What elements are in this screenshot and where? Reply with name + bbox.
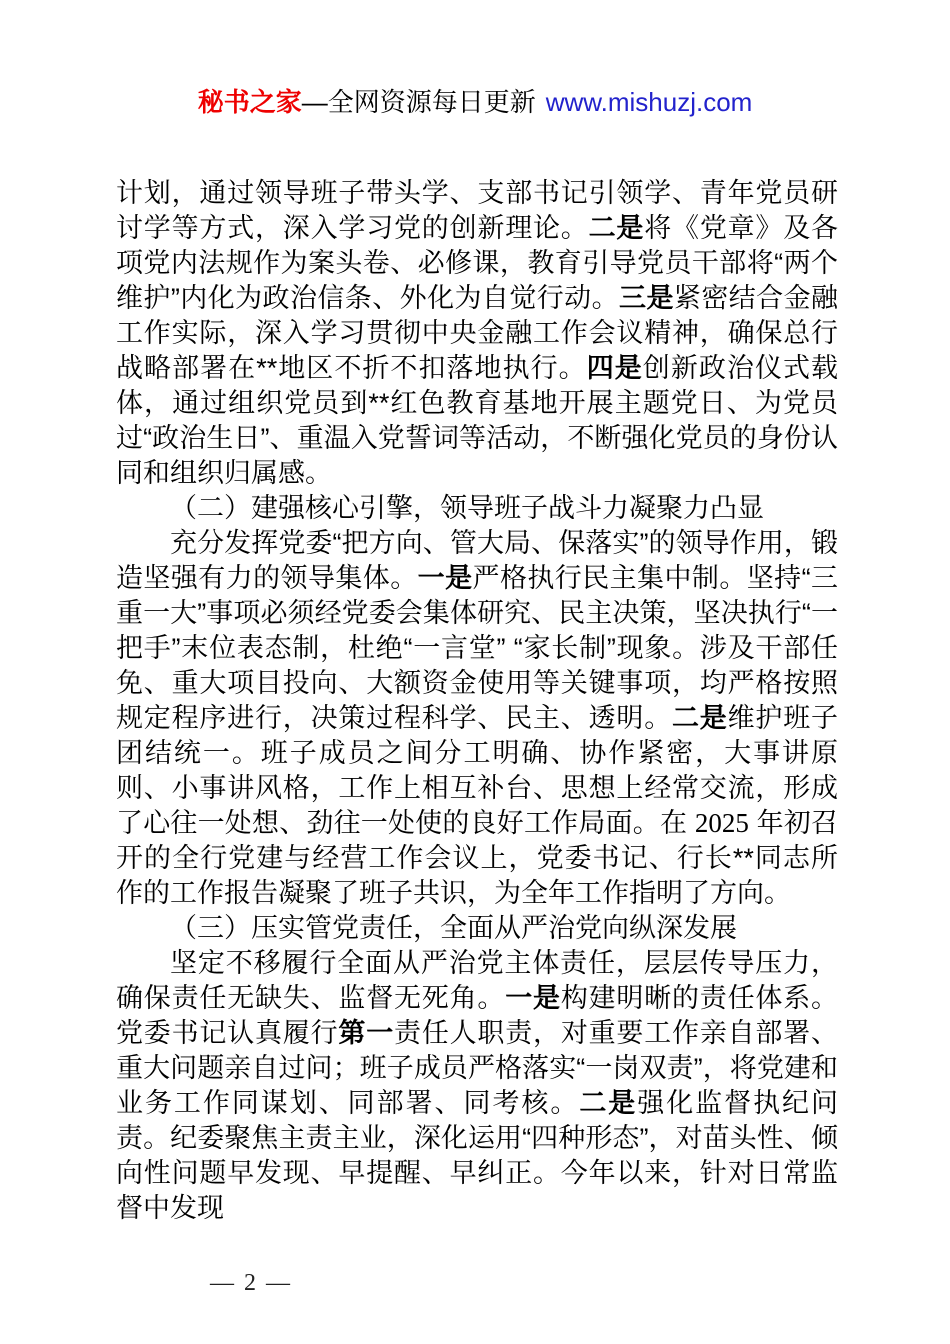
- text-run: 严格执行民主集中制。坚持“三重一大”事项必须经党委会集体研究、民主决策，坚决执行“一把手”末位表态制，杜绝“一言堂” “家长制”现象。涉及干部任免、重大项目投向、大额资金使用等关键事项，均严格按照规定程序进行，决策过程科学、民主、透明。: [116, 563, 839, 733]
- text-run-bold: 二是: [588, 213, 645, 243]
- text-run-bold: 第一: [338, 1018, 395, 1048]
- site-logo-text: 秘书之家: [197, 87, 302, 117]
- text-run: 计划，通过领导班子带头学、支部书记引领学、青年党员研讨学等方式，深入学习党的创新理论。: [116, 178, 838, 243]
- paragraph: [116, 526, 838, 911]
- text-run: 强化监督执纪问责。纪委聚焦主责主业，深化运用“四种形态”，对苗头性、倾向性问题早发现、早提醒、早纠正。今年以来，针对日常监督中发现: [116, 1088, 839, 1223]
- text-run: 维护班子团结统一。班子成员之间分工明确、协作紧密，大事讲原则、小事讲风格，工作上相互补台、思想上经常交流，形成了心往一处想、劲往一处使的良好工作局面。在: [116, 703, 839, 838]
- text-run-bold: 二是: [672, 703, 728, 733]
- section-heading: [116, 911, 838, 946]
- text-run-bold: 三是: [619, 283, 674, 313]
- text-run-bold: 二是: [579, 1088, 638, 1118]
- text-run: 充分发挥党委“把方向、管大局、保落实”的领导作用，锻造坚强有力的领导集体。: [116, 528, 838, 593]
- text-run-bold: 四是: [586, 353, 643, 383]
- text-run-bold: 一是: [505, 983, 561, 1013]
- section-heading: [116, 491, 838, 526]
- text-run: 紧密结合金融工作实际，深入学习贯彻中央金融工作会议精神，确保总行战略部署在**地区不折不扣落地执行。: [116, 283, 839, 383]
- text-run: 创新政治仪式载体，通过组织党员到**红色教育基地开展主题党日、为党员过“政治生日”、重温入党誓词等活动，不断强化党员的身份认同和组织归属感。: [116, 353, 839, 488]
- text-run: 坚定不移履行全面从严治党主体责任，层层传导压力，确保责任无缺失、监督无死角。: [116, 948, 838, 1013]
- text-run: 构建明晰的责任体系。党委书记认真履行: [116, 983, 839, 1048]
- page-header: [0, 84, 950, 120]
- text-run-bold: 一是: [417, 563, 473, 593]
- site-url-link[interactable]: www.mishuzj.com: [545, 87, 753, 117]
- paragraph: [116, 176, 838, 491]
- document-body: [116, 176, 838, 1226]
- header-tagline: 全网资源每日更新: [327, 87, 536, 117]
- page-number: — 2 —: [210, 1270, 292, 1296]
- text-run: 责任人职责，对重要工作亲自部署、重大问题亲自过问；班子成员严格落实“一岗双责”，将党建和业务工作同谋划、同部署、同考核。: [116, 1018, 839, 1118]
- page-footer: [178, 1238, 292, 1328]
- text-run: 2025: [694, 808, 749, 838]
- header-separator: —: [301, 87, 328, 117]
- text-run: （二）建强核心引擎，领导班子战斗力凝聚力凸显: [170, 493, 764, 523]
- text-run: 将《党章》及各项党内法规作为案头卷、必修课，教育引导党员干部将“两个维护”内化为政治信条、外化为自觉行动。: [116, 213, 839, 313]
- text-run: 年初召开的全行党建与经营工作会议上，党委书记、行长**同志所作的工作报告凝聚了班子共识，为全年工作指明了方向。: [116, 808, 838, 908]
- text-run: （三）压实管党责任，全面从严治党向纵深发展: [170, 913, 737, 943]
- paragraph: [116, 946, 838, 1226]
